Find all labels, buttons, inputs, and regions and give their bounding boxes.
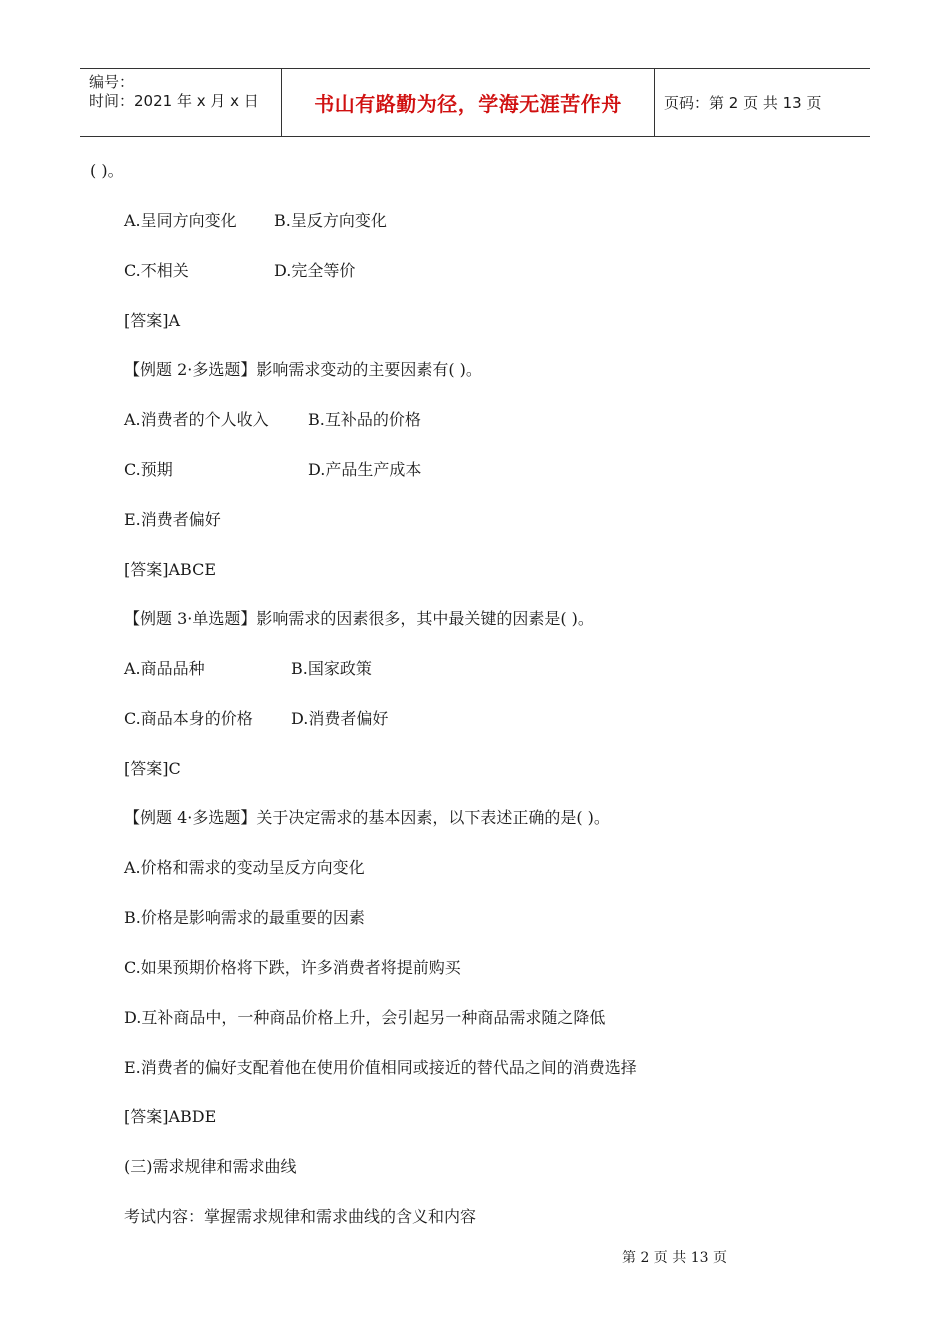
option-d: D.完全等价 — [274, 261, 356, 280]
code-label: 编号： — [89, 73, 135, 91]
option-a: A.消费者的个人收入 — [124, 410, 269, 429]
option-b: B.呈反方向变化 — [274, 211, 387, 230]
header-motto: 书山有路勤为径，学海无涯苦作舟 — [314, 92, 622, 116]
option-a: A.呈同方向变化 — [124, 211, 237, 230]
option-a: A.商品品种 — [124, 659, 205, 678]
option-d: D.消费者偏好 — [291, 709, 389, 728]
page-number-label: 页码：第 2 页 共 13 页 — [664, 94, 822, 112]
option-c: C.不相关 — [124, 261, 189, 280]
header-meta — [80, 69, 282, 136]
answer: [答案]ABDE — [124, 1107, 217, 1126]
option-e: E.消费者的偏好支配着他在使用价值相同或接近的替代品之间的消费选择 — [124, 1058, 637, 1077]
example-title: 【例题 4·多选题】关于决定需求的基本因素，以下表述正确的是( )。 — [124, 808, 610, 827]
question-tail: ( )。 — [90, 161, 124, 180]
date-label: 时间：2021 年 x 月 x 日 — [89, 92, 259, 110]
option-c: C.预期 — [124, 460, 173, 479]
option-d: D.产品生产成本 — [308, 460, 422, 479]
answer: [答案]A — [124, 311, 181, 330]
page-footer: 第 2 页 共 13 页 — [622, 1250, 727, 1266]
page-header — [80, 68, 870, 137]
answer: [答案]C — [124, 759, 181, 778]
option-c: C.商品本身的价格 — [124, 709, 253, 728]
option-e: E.消费者偏好 — [124, 510, 221, 529]
header-page-info — [655, 69, 870, 136]
header-motto-cell — [282, 69, 655, 136]
option-b: B.互补品的价格 — [308, 410, 421, 429]
option-c: C.如果预期价格将下跌，许多消费者将提前购买 — [124, 958, 461, 977]
example-title: 【例题 2·多选题】影响需求变动的主要因素有( )。 — [124, 360, 482, 379]
answer: [答案]ABCE — [124, 560, 217, 579]
section-heading: (三)需求规律和需求曲线 — [124, 1157, 297, 1176]
exam-content: 考试内容：掌握需求规律和需求曲线的含义和内容 — [124, 1207, 477, 1226]
example-title: 【例题 3·单选题】影响需求的因素很多，其中最关键的因素是( )。 — [124, 609, 594, 628]
option-a: A.价格和需求的变动呈反方向变化 — [124, 858, 365, 877]
option-d: D.互补商品中，一种商品价格上升，会引起另一种商品需求随之降低 — [124, 1008, 606, 1027]
option-b: B.国家政策 — [291, 659, 372, 678]
option-b: B.价格是影响需求的最重要的因素 — [124, 908, 365, 927]
